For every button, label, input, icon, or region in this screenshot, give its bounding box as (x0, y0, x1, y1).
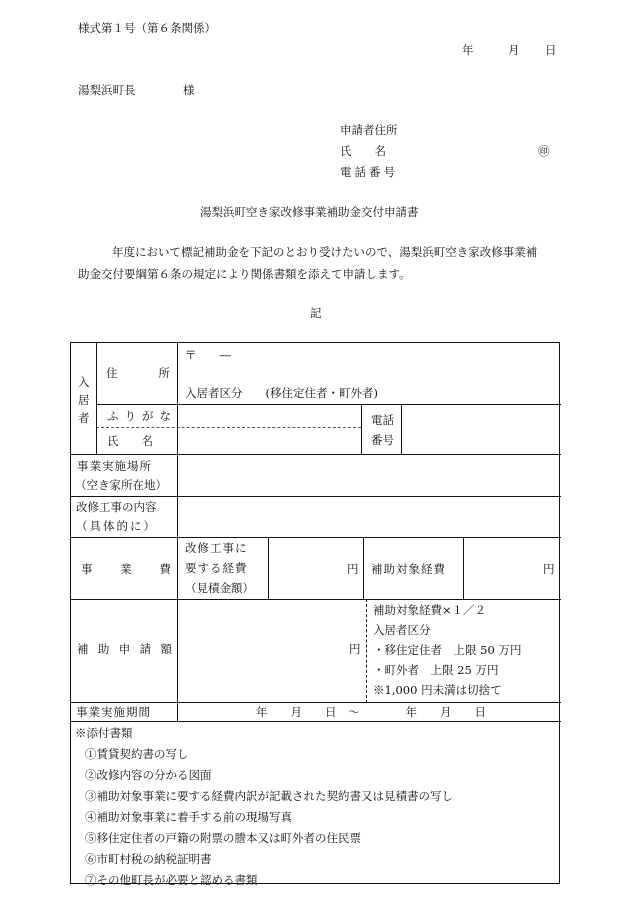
name-field[interactable] (179, 429, 359, 453)
applicant-phone-label: 電話番号 (340, 165, 398, 179)
work-label-2: （具体的に） (76, 519, 157, 533)
row-line (71, 721, 561, 722)
attachment-item-7: ⑦その他町長が必要と認める書類 (85, 873, 258, 887)
attachment-item-5: ⑤移住定住者の戸籍の附票の謄本又は町外者の住民票 (85, 831, 361, 845)
attachment-item-1: ①賃貸契約書の写し (85, 747, 189, 761)
seal-mark: ㊞ (538, 144, 550, 158)
row-line (71, 454, 561, 455)
applicant-address-label: 申請者住所 (340, 123, 398, 137)
resident-category: 入居者区分 (移住定住者・町外者) (185, 386, 378, 400)
repair-cost-label-2: 要する経費 (185, 561, 248, 575)
repair-cost-field[interactable] (270, 539, 344, 597)
site-field[interactable] (179, 456, 559, 495)
subsidy-note-3: ・移住定住者 上限 50 万円 (373, 643, 522, 657)
col-line (96, 343, 97, 454)
application-table (70, 342, 560, 887)
attachment-item-6: ⑥市町村税の納税証明書 (85, 852, 212, 866)
body-text-line-1: 年度において標記補助金を下記のとおり受けたいので、湯梨浜町空き家改修事業補 (112, 245, 538, 259)
col-line (463, 537, 464, 599)
document-title: 湯梨浜町空き家改修事業補助金交付申請書 (200, 205, 419, 219)
cost-label: 事 業 費 (81, 562, 171, 576)
resident-label: 入居者 (78, 375, 90, 425)
subsidy-yen: 円 (349, 642, 361, 656)
attachment-item-3: ③補助対象事業に要する経費内訳が記載された契約書又は見積書の写し (85, 789, 453, 803)
body-text-line-2: 助金交付要綱第６条の規定により関係書類を添えて申請します。 (78, 267, 411, 281)
ki-label: 記 (310, 306, 322, 320)
address-label: 住 所 (106, 366, 170, 380)
repair-cost-label-3: （見積金額） (185, 581, 254, 595)
applicant-name-label: 氏 名 (340, 144, 386, 158)
furigana-label: ふりがな (107, 409, 177, 423)
phone-field[interactable] (403, 405, 559, 453)
phone-label-1: 電話 (371, 413, 394, 427)
subsidy-note-5: ※1,000 円未満は切捨て (373, 683, 502, 697)
site-label-1: 事業実施場所 (77, 459, 152, 473)
site-label-2: （空き家所在地） (75, 478, 167, 492)
row-line (71, 599, 561, 600)
repair-cost-yen: 円 (347, 562, 359, 576)
form-number: 様式第１号（第６条関係） (78, 21, 216, 35)
furigana-field[interactable] (179, 405, 359, 426)
date-month-label: 月 (508, 43, 520, 57)
subsidy-note-1: 補助対象経費×１／２ (373, 603, 487, 617)
period-text: 年 月 日 ～ 年 月 日 (256, 705, 486, 719)
period-label: 事業実施期間 (76, 705, 151, 719)
col-line (401, 404, 402, 454)
attachment-item-4: ④補助対象事業に着手する前の現場写真 (85, 810, 292, 824)
phone-label-2: 番号 (371, 433, 394, 447)
date-year-label: 年 (462, 43, 474, 57)
postal-mark: 〒 ― (185, 348, 231, 362)
row-line (71, 537, 561, 538)
col-line (177, 454, 178, 721)
subsidy-amount-field[interactable] (179, 601, 344, 701)
row-line (71, 702, 561, 703)
date-day-label: 日 (545, 43, 557, 57)
attachment-item-2: ②改修内容の分かる図面 (85, 768, 212, 782)
attachments-title: ※添付書類 (75, 726, 133, 740)
eligible-cost-yen: 円 (543, 562, 555, 576)
work-content-field[interactable] (179, 498, 559, 536)
repair-cost-label-1: 改修工事に (185, 541, 248, 555)
col-line (361, 404, 362, 454)
eligible-cost-label: 補助対象経費 (371, 562, 446, 576)
row-line-dashed (96, 427, 361, 428)
subsidy-note-4: ・町外者 上限 25 万円 (373, 663, 499, 677)
row-line (71, 496, 561, 497)
col-line (177, 343, 178, 454)
eligible-cost-field[interactable] (465, 539, 541, 597)
subsidy-label: 補 助 申 請 額 (77, 642, 172, 656)
col-line-dashed (366, 599, 367, 703)
addressee-honorific: 様 (183, 83, 195, 97)
work-label-1: 改修工事の内容 (76, 500, 157, 514)
addressee-name: 湯梨浜町長 (78, 83, 136, 97)
subsidy-note-2: 入居者区分 (373, 623, 431, 637)
col-line (268, 537, 269, 599)
name-label: 氏 名 (107, 434, 153, 448)
col-line (363, 537, 364, 599)
